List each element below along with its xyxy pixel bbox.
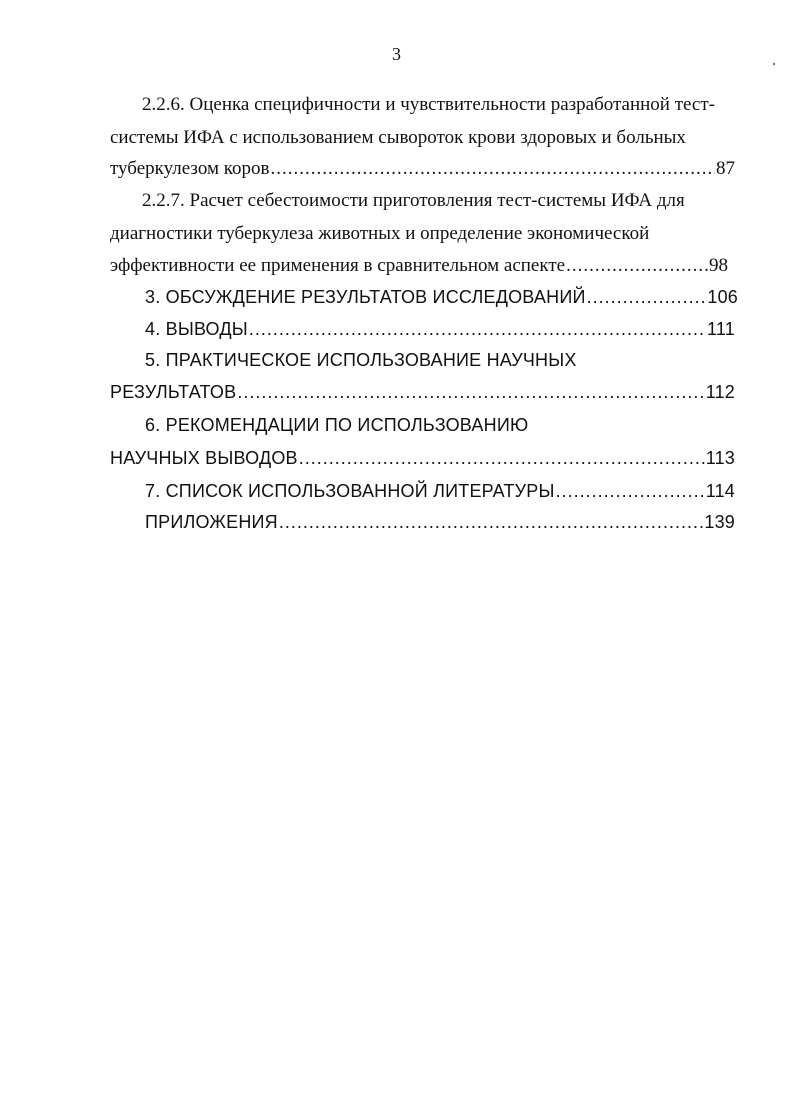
toc-entry-5[interactable] bbox=[110, 380, 735, 404]
toc-entry-2-2-7-page: 98 bbox=[709, 255, 728, 276]
dot-leader bbox=[299, 446, 705, 470]
toc-entry-5-line2: РЕЗУЛЬТАТОВ bbox=[110, 382, 237, 402]
toc-entry-4-label: 4. ВЫВОДЫ bbox=[145, 319, 248, 339]
toc-entry-7[interactable] bbox=[145, 479, 735, 503]
dot-leader bbox=[556, 479, 705, 503]
toc-entry-appendices-page: 139 bbox=[704, 512, 735, 532]
page-number: 3 bbox=[392, 44, 401, 64]
toc-entry-2-2-6-line1: 2.2.6. Оценка специфичности и чувствительности разработанной тест- bbox=[142, 94, 715, 115]
toc-entry-appendices-label: ПРИЛОЖЕНИЯ bbox=[145, 512, 278, 532]
dot-leader bbox=[279, 510, 703, 534]
toc-entry-2-2-7-line3: эффективности ее применения в сравнительном аспекте bbox=[110, 255, 566, 276]
toc-entry-2-2-7-line2: диагностики туберкулеза животных и определение экономической bbox=[110, 223, 650, 244]
toc-entry-2-2-6-line3: туберкулезом коров bbox=[110, 158, 270, 179]
toc-entry-4[interactable] bbox=[145, 317, 735, 341]
toc-entry-5-line1: 5. ПРАКТИЧЕСКОЕ ИСПОЛЬЗОВАНИЕ НАУЧНЫХ bbox=[145, 350, 577, 370]
toc-entry-4-page: 111 bbox=[707, 319, 735, 339]
toc-entry-6-line2: НАУЧНЫХ ВЫВОДОВ bbox=[110, 448, 298, 468]
toc-entry-2-2-6-line2: системы ИФА с использованием сывороток крови здоровых и больных bbox=[110, 127, 686, 148]
dot-leader bbox=[249, 317, 706, 341]
toc-entry-2-2-6-page: 87 bbox=[716, 158, 735, 179]
toc-entry-7-label: 7. СПИСОК ИСПОЛЬЗОВАННОЙ ЛИТЕРАТУРЫ bbox=[145, 481, 555, 501]
dot-leader bbox=[587, 285, 707, 309]
toc-entry-2-2-7-line1: 2.2.7. Расчет себестоимости приготовления тест-системы ИФА для bbox=[142, 190, 685, 211]
toc-entry-6-page: 113 bbox=[705, 448, 735, 468]
dot-leader bbox=[566, 254, 708, 278]
toc-entry-2-2-6[interactable] bbox=[110, 157, 735, 181]
toc-entry-3-page: 106 bbox=[707, 287, 738, 307]
toc-entry-7-page: 114 bbox=[705, 481, 735, 501]
dot-leader bbox=[237, 380, 704, 404]
toc-entry-appendices[interactable] bbox=[145, 510, 735, 534]
toc-entry-2-2-7[interactable] bbox=[110, 254, 728, 278]
toc-entry-3[interactable] bbox=[145, 285, 738, 309]
toc-entry-5-page: 112 bbox=[705, 382, 735, 402]
scan-speck bbox=[773, 63, 775, 65]
toc-entry-6[interactable] bbox=[110, 446, 735, 470]
dot-leader bbox=[270, 157, 715, 181]
toc-entry-3-label: 3. ОБСУЖДЕНИЕ РЕЗУЛЬТАТОВ ИССЛЕДОВАНИЙ bbox=[145, 287, 586, 307]
toc-entry-6-line1: 6. РЕКОМЕНДАЦИИ ПО ИСПОЛЬЗОВАНИЮ bbox=[145, 415, 529, 435]
